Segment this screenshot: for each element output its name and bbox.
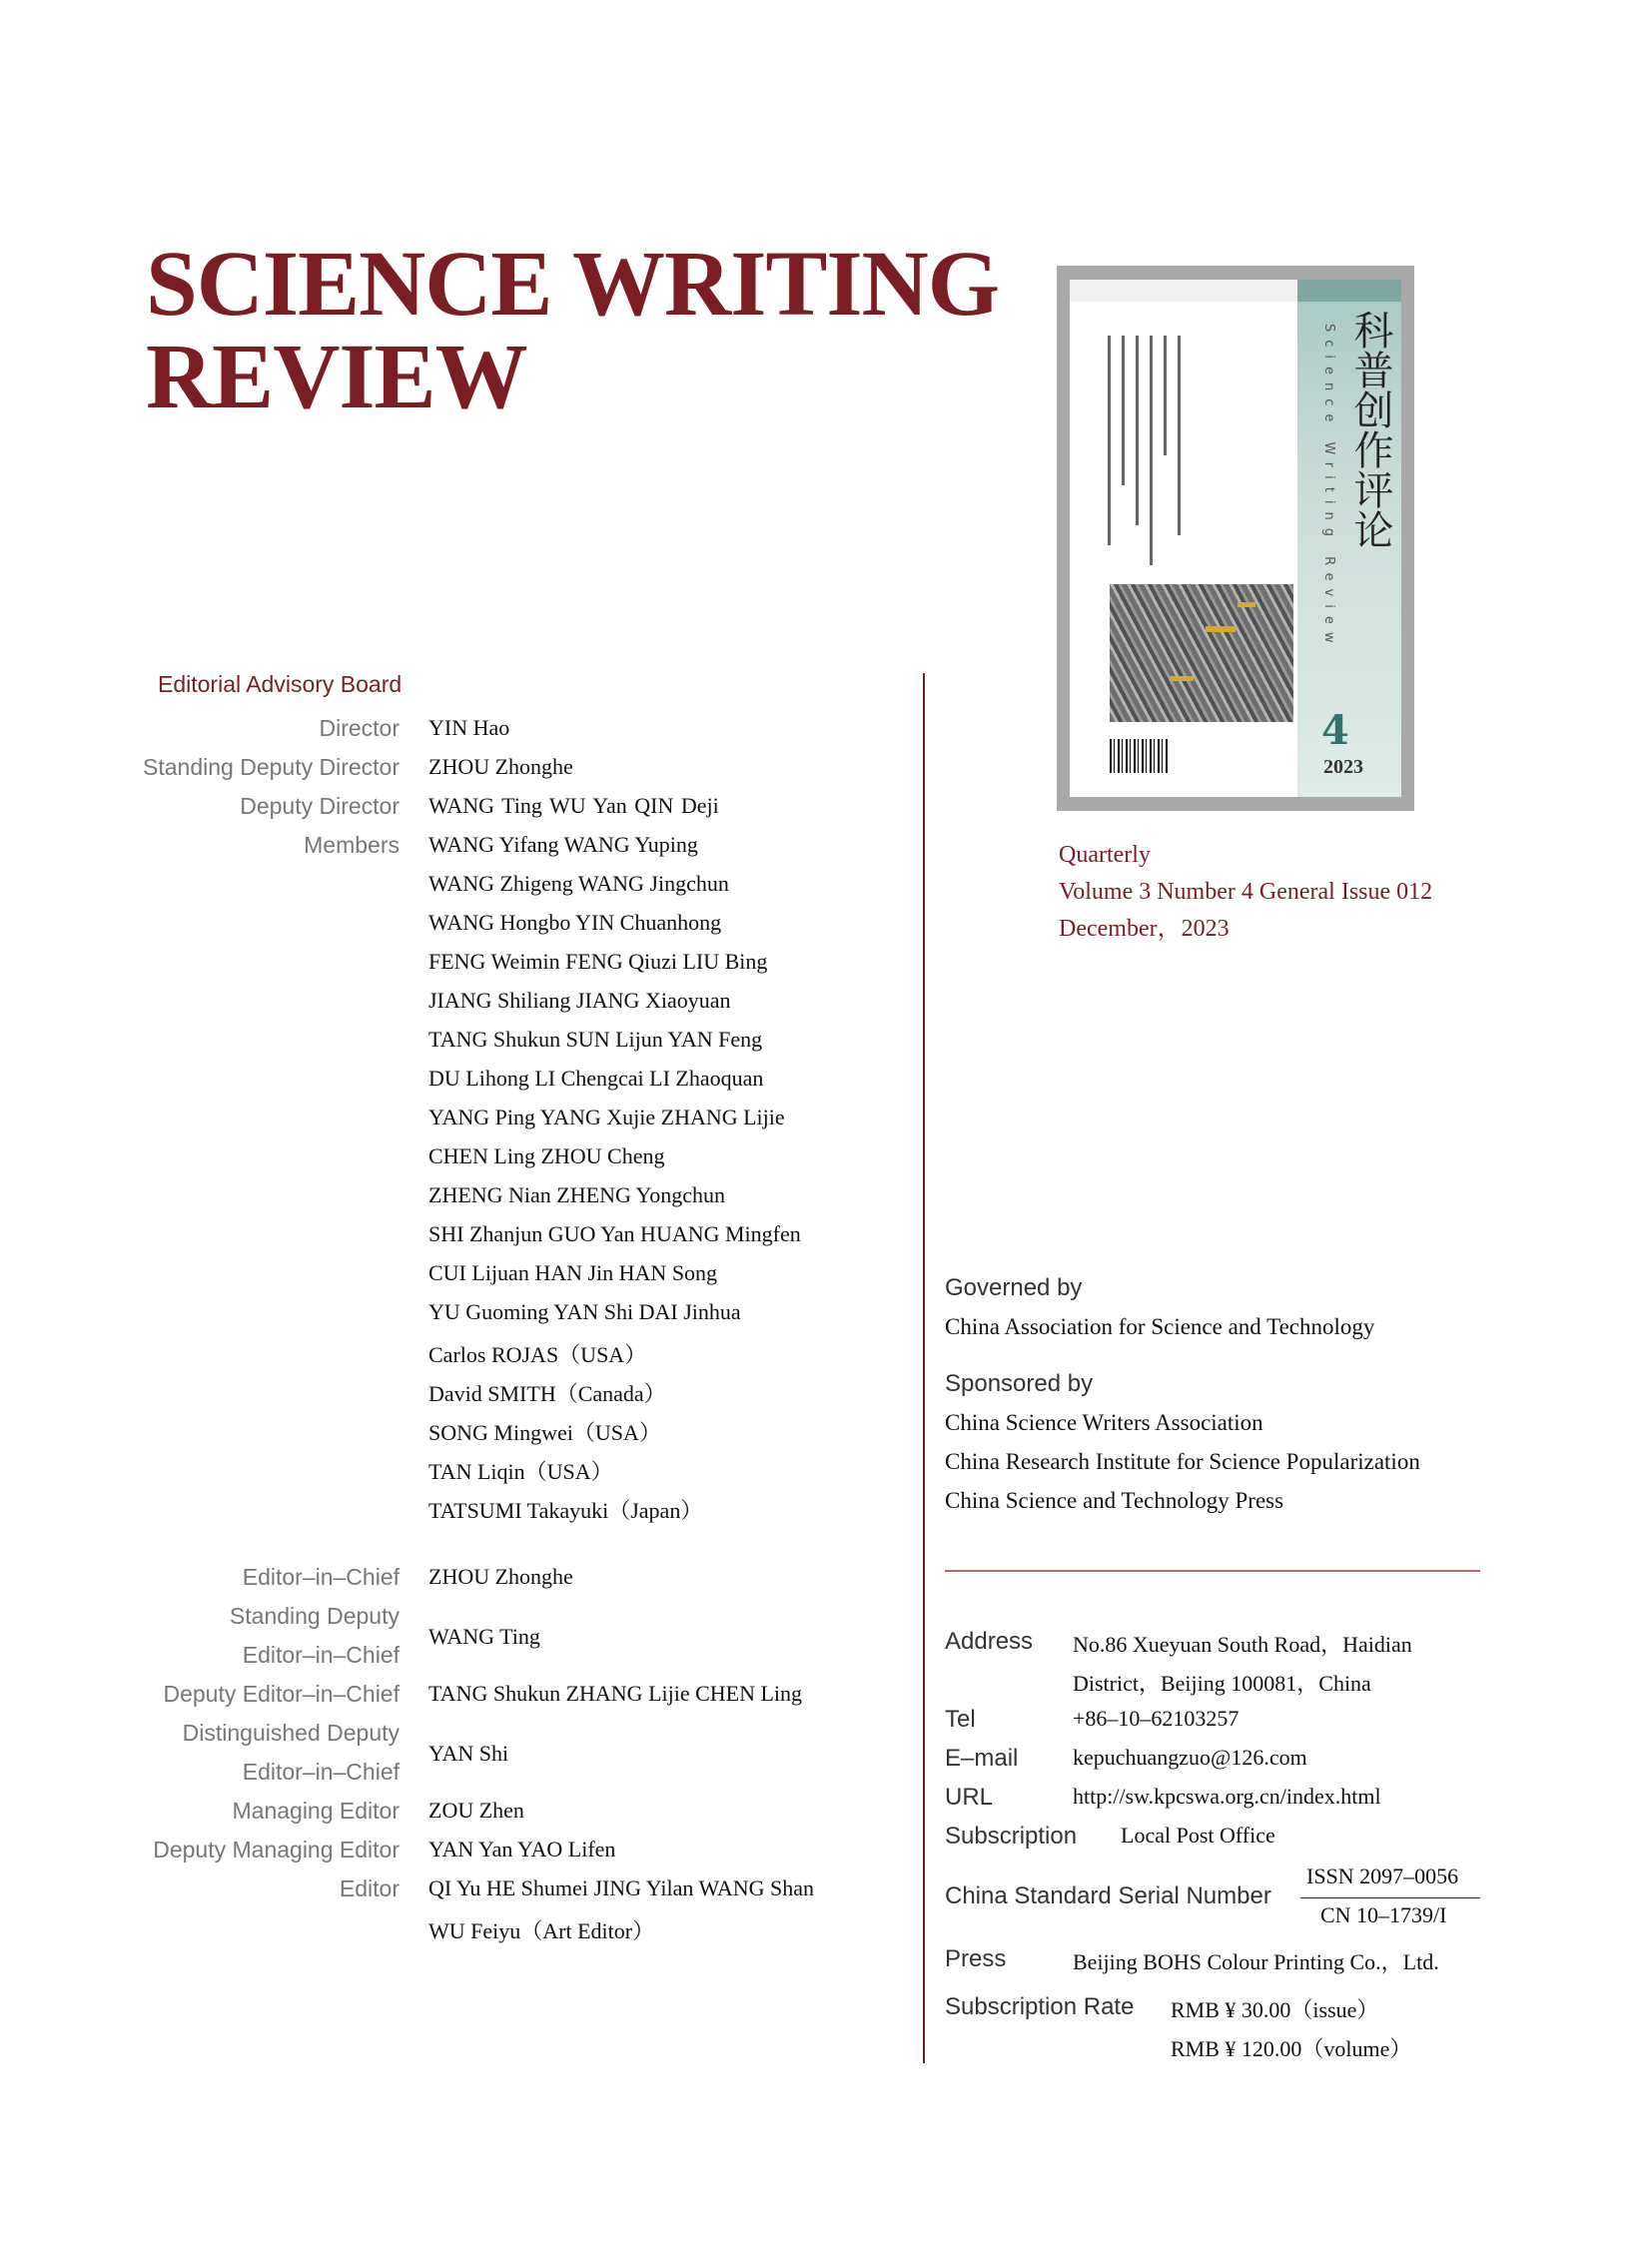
issue-volume: Volume 3 Number 4 General Issue 012 <box>1059 879 1433 905</box>
cover-barcode <box>1110 739 1170 773</box>
subscription-rate-label: Subscription Rate <box>945 1993 1135 2020</box>
journal-title-line2: REVIEW <box>146 326 527 428</box>
email-label: E–mail <box>945 1745 1019 1772</box>
deputy-managing-editor-names: YAN Yan YAO Lifen <box>428 1837 616 1862</box>
deputy-director-names: WANG Ting WU Yan QIN Deji <box>428 793 719 818</box>
cover-year: 2023 <box>1323 756 1363 778</box>
address-line2: District，Beijing 100081，China <box>1073 1671 1371 1696</box>
advisory-board-heading: Editorial Advisory Board <box>158 671 403 697</box>
column-divider <box>923 673 925 2063</box>
standing-deputy-director-label: Standing Deputy Director <box>143 754 400 780</box>
serial-number-label: China Standard Serial Number <box>945 1882 1271 1909</box>
member-row: WANG Zhigeng WANG Jingchun <box>428 871 729 896</box>
member-row: YANG Ping YANG Xujie ZHANG Lijie <box>428 1105 785 1129</box>
cover-cjk-title: 科普创作评论 <box>1347 310 1393 549</box>
cover-image <box>1057 266 1414 811</box>
cover-rail-photo <box>1110 584 1293 722</box>
member-row: TANG Shukun SUN Lijun YAN Feng <box>428 1027 763 1052</box>
editor-in-chief-name: ZHOU Zhonghe <box>428 1564 573 1589</box>
editor-label: Editor <box>339 1875 400 1901</box>
issn-value: ISSN 2097–0056 <box>1306 1864 1459 1888</box>
issue-info <box>1059 837 1432 948</box>
standing-deputy-eic-name: WANG Ting <box>428 1624 540 1649</box>
member-row: YU Guoming YAN Shi DAI Jinhua <box>428 1299 741 1324</box>
issue-frequency: Quarterly <box>1059 842 1151 868</box>
cn-value: CN 10–1739/I <box>1320 1902 1447 1927</box>
member-row: TATSUMI Takayuki（Japan） <box>428 1498 703 1523</box>
distinguished-deputy-eic-label-1: Distinguished Deputy <box>182 1720 400 1746</box>
director-label: Director <box>319 715 400 741</box>
member-row: David SMITH（Canada） <box>428 1381 666 1406</box>
standing-deputy-eic-label-1: Standing Deputy <box>229 1603 400 1629</box>
cover-header-strip <box>1070 280 1297 302</box>
serial-number-rule <box>1300 1897 1480 1898</box>
subscription-label: Subscription <box>945 1823 1078 1850</box>
member-row: JIANG Shiliang JIANG Xiaoyuan <box>428 988 731 1013</box>
managing-editor-label: Managing Editor <box>232 1798 400 1824</box>
deputy-director-label: Deputy Director <box>240 793 400 819</box>
press-label: Press <box>945 1945 1007 1972</box>
email-value: kepuchuangzuo@126.com <box>1073 1745 1307 1770</box>
member-row: WANG Hongbo YIN Chuanhong <box>428 910 722 935</box>
standing-deputy-director-name: ZHOU Zhonghe <box>428 754 573 779</box>
subscription-rate-issue: RMB ¥ 30.00（issue） <box>1171 1997 1379 2022</box>
sponsor-org: China Science Writers Association <box>945 1410 1263 1435</box>
distinguished-deputy-eic-name: YAN Shi <box>428 1741 509 1766</box>
member-row: CHEN Ling ZHOU Cheng <box>428 1143 665 1168</box>
member-row: FENG Weimin FENG Qiuzi LIU Bing <box>428 949 768 974</box>
member-row: TAN Liqin（USA） <box>428 1459 613 1484</box>
cover-page <box>1070 280 1401 797</box>
governed-by-label: Governed by <box>945 1274 1083 1301</box>
member-row: DU Lihong LI Chengcai LI Zhaoquan <box>428 1066 764 1091</box>
journal-title-line1: SCIENCE WRITING <box>146 233 1000 336</box>
member-row: CUI Lijuan HAN Jin HAN Song <box>428 1260 718 1285</box>
deputy-eic-names: TANG Shukun ZHANG Lijie CHEN Ling <box>428 1681 803 1706</box>
deputy-eic-label: Deputy Editor–in–Chief <box>163 1681 400 1707</box>
sponsored-by-label: Sponsored by <box>945 1370 1094 1397</box>
member-row: WANG Yifang WANG Yuping <box>428 832 698 857</box>
member-row: Carlos ROJAS（USA） <box>428 1342 647 1367</box>
section-divider <box>945 1570 1480 1572</box>
editor-names-row2: WU Feiyu（Art Editor） <box>428 1918 655 1943</box>
editor-names-row1: QI Yu HE Shumei JING Yilan WANG Shan <box>428 1875 814 1900</box>
url-label: URL <box>945 1784 994 1811</box>
subscription-value: Local Post Office <box>1121 1823 1275 1848</box>
journal-title <box>146 233 1000 428</box>
members-label: Members <box>304 832 400 858</box>
governed-by-org: China Association for Science and Technology <box>945 1314 1375 1339</box>
standing-deputy-eic-label-2: Editor–in–Chief <box>242 1642 400 1668</box>
tel-label: Tel <box>945 1706 976 1733</box>
url-value: http://sw.kpcswa.org.cn/index.html <box>1073 1784 1381 1809</box>
member-row: SONG Mingwei（USA） <box>428 1420 661 1445</box>
address-label: Address <box>945 1628 1034 1655</box>
managing-editor-name: ZOU Zhen <box>428 1798 524 1823</box>
address-line1: No.86 Xueyuan South Road，Haidian <box>1073 1632 1412 1657</box>
member-row: ZHENG Nian ZHENG Yongchun <box>428 1182 725 1207</box>
press-value: Beijing BOHS Colour Printing Co.，Ltd. <box>1073 1949 1439 1974</box>
deputy-managing-editor-label: Deputy Managing Editor <box>153 1837 400 1863</box>
editor-in-chief-label: Editor–in–Chief <box>242 1564 400 1590</box>
cover-english-title: Science Writing Review <box>1321 324 1336 651</box>
director-name: YIN Hao <box>428 715 510 740</box>
issue-date: December，2023 <box>1059 916 1230 942</box>
member-row: SHI Zhanjun GUO Yan HUANG Mingfen <box>428 1221 801 1246</box>
sponsor-org: China Research Institute for Science Popularization <box>945 1449 1420 1474</box>
cover-contents-lines <box>1100 336 1200 565</box>
sponsor-org: China Science and Technology Press <box>945 1488 1284 1513</box>
tel-value: +86–10–62103257 <box>1073 1706 1239 1731</box>
cover-band-top <box>1297 280 1401 302</box>
distinguished-deputy-eic-label-2: Editor–in–Chief <box>242 1759 400 1785</box>
subscription-rate-volume: RMB ¥ 120.00（volume） <box>1171 2036 1412 2061</box>
cover-issue-number: 4 <box>1321 707 1349 754</box>
